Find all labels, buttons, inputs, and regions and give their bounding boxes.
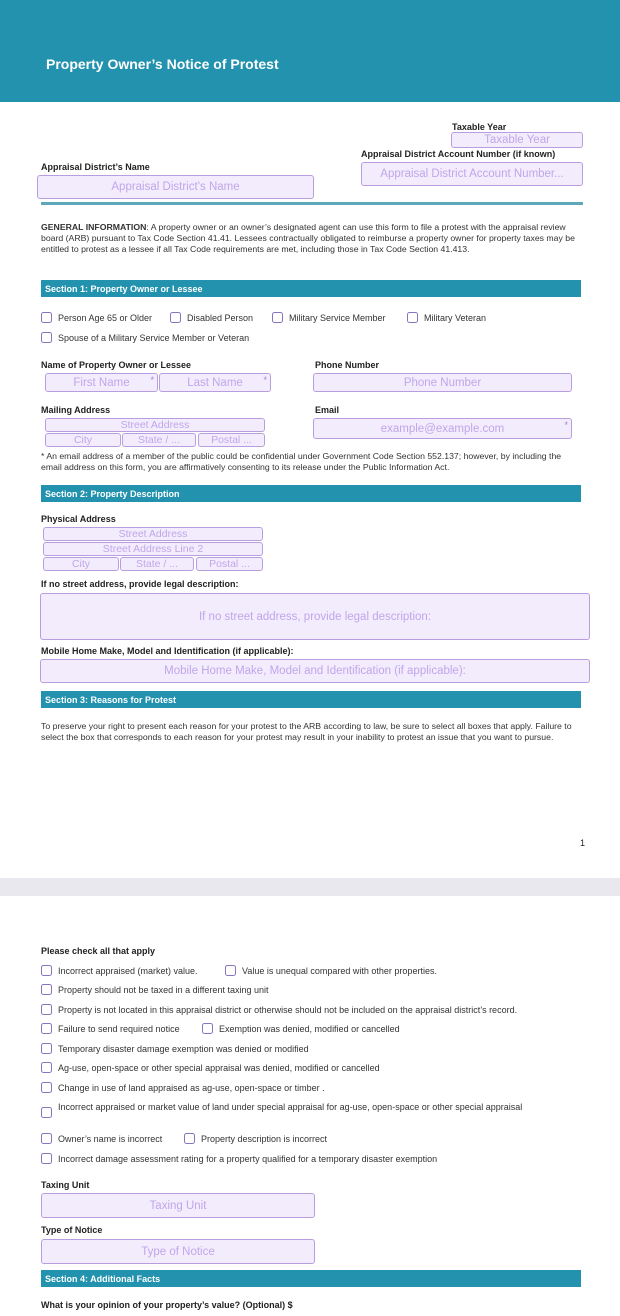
section-3-instructions: To preserve your right to present each reason for your protest to the ARB according to law, be sure to select all boxes that apply. Failure to select the box that corresponds to each reason for your protest may result in your inability to protest an issue that you want to pursue.	[41, 721, 572, 742]
required-asterisk: *	[150, 375, 154, 385]
checkbox-label: Ag-use, open-space or other special appraisal was denied, modified or cancelled	[58, 1062, 380, 1073]
notice-type-input[interactable]: Type of Notice	[41, 1239, 315, 1264]
first-name-placeholder: First Name	[73, 376, 130, 389]
mailing-state-input[interactable]: State / ...	[122, 433, 196, 447]
checkbox-icon[interactable]	[41, 984, 52, 995]
checkbox-icon[interactable]	[41, 312, 52, 323]
last-name-placeholder: Last Name	[187, 376, 243, 389]
checkbox-icon[interactable]	[184, 1133, 195, 1144]
checkbox-military-veteran[interactable]	[407, 312, 486, 323]
physical-address-label: Physical Address	[41, 514, 116, 524]
checkbox-label: Property should not be taxed in a different taxing unit	[58, 984, 269, 995]
checkbox-special-appraisal-value[interactable]	[41, 1102, 541, 1118]
physical-state-input[interactable]: State / ...	[120, 557, 194, 571]
checkbox-disaster-exemption[interactable]	[41, 1043, 309, 1054]
mobile-home-input[interactable]: Mobile Home Make, Model and Identification (if applicable):	[40, 659, 590, 683]
legal-description-input[interactable]: If no street address, provide legal description:	[40, 593, 590, 640]
form-header	[0, 0, 620, 102]
checkbox-icon[interactable]	[202, 1023, 213, 1034]
email-confidentiality-note: * An email address of a member of the public could be confidential under Government Code Section 552.137; however, by including the email address on this form, you are affirmatively consenting to its release under the Public Information Act.	[41, 451, 562, 472]
checkbox-label: Incorrect appraised or market value of land under special appraisal for ag-use, open-space or other special appraisal	[58, 1102, 523, 1112]
mailing-city-input[interactable]: City	[45, 433, 121, 447]
checkbox-label: Exemption was denied, modified or cancelled	[219, 1023, 400, 1034]
section-1-header: Section 1: Property Owner or Lessee	[41, 280, 581, 297]
checkbox-label: Person Age 65 or Older	[58, 312, 153, 323]
district-name-input[interactable]: Appraisal District’s Name	[37, 175, 314, 199]
checkbox-icon[interactable]	[41, 1043, 52, 1054]
legal-description-label: If no street address, provide legal description:	[41, 579, 239, 589]
notice-type-label: Type of Notice	[41, 1225, 103, 1235]
checkbox-label: Owner’s name is incorrect	[58, 1133, 163, 1144]
owner-name-label: Name of Property Owner or Lessee	[41, 360, 192, 370]
checkbox-icon[interactable]	[41, 1133, 52, 1144]
checkbox-disabled[interactable]	[170, 312, 253, 323]
email-input[interactable]	[313, 418, 572, 439]
divider	[41, 202, 583, 205]
checkbox-label: Change in use of land appraised as ag-use, open-space or timber .	[58, 1082, 325, 1093]
form-title: Property Owner’s Notice of Protest	[46, 56, 279, 72]
mobile-home-label: Mobile Home Make, Model and Identification (if applicable):	[41, 646, 294, 656]
checkbox-icon[interactable]	[41, 1153, 52, 1164]
checkbox-property-description[interactable]	[184, 1133, 327, 1144]
checkbox-label: Property is not located in this appraisal district or otherwise should not be included on the appraisal district’s record.	[58, 1004, 518, 1015]
checkbox-owner-name[interactable]	[41, 1133, 162, 1144]
last-name-input[interactable]	[159, 373, 271, 392]
checkbox-label: Value is unequal compared with other properties.	[242, 965, 437, 976]
taxing-unit-label: Taxing Unit	[41, 1180, 90, 1190]
physical-city-input[interactable]: City	[43, 557, 119, 571]
checkbox-label: Disabled Person	[187, 312, 254, 323]
checkbox-icon[interactable]	[41, 1023, 52, 1034]
checkbox-not-located[interactable]	[41, 1004, 517, 1015]
property-value-opinion-label: What is your opinion of your property’s value? (Optional) $	[41, 1300, 293, 1310]
checkbox-icon[interactable]	[41, 332, 52, 343]
section-4-header: Section 4: Additional Facts	[41, 1270, 581, 1287]
first-name-input[interactable]	[45, 373, 158, 392]
checkbox-label: Temporary disaster damage exemption was denied or modified	[58, 1043, 309, 1054]
phone-label: Phone Number	[315, 360, 380, 370]
physical-street-input[interactable]: Street Address	[43, 527, 263, 541]
checkbox-damage-rating[interactable]	[41, 1153, 437, 1164]
account-number-input[interactable]: Appraisal District Account Number...	[361, 162, 583, 186]
form-page-2	[0, 896, 620, 1316]
page-number: 1	[580, 838, 586, 848]
checkbox-icon[interactable]	[41, 1062, 52, 1073]
checkbox-label: Military Veteran	[424, 312, 487, 323]
mailing-street-input[interactable]: Street Address	[45, 418, 265, 432]
general-information-heading: GENERAL INFORMATION	[41, 222, 147, 232]
checkbox-incorrect-value[interactable]	[41, 965, 198, 976]
physical-street2-input[interactable]: Street Address Line 2	[43, 542, 263, 556]
checkbox-change-in-use[interactable]	[41, 1082, 325, 1093]
general-information	[41, 222, 581, 255]
checkbox-icon[interactable]	[41, 1082, 52, 1093]
checkbox-age-65[interactable]	[41, 312, 152, 323]
checkbox-military-member[interactable]	[272, 312, 386, 323]
checkbox-exemption-denied[interactable]	[202, 1023, 400, 1034]
mailing-address-label: Mailing Address	[41, 405, 111, 415]
required-asterisk: *	[564, 420, 568, 430]
checkbox-icon[interactable]	[41, 1107, 52, 1118]
email-placeholder: example@example.com	[380, 422, 505, 435]
taxable-year-label: Taxable Year	[452, 122, 507, 132]
checkbox-label: Incorrect damage assessment rating for a property qualified for a temporary disaster exemption	[58, 1153, 438, 1164]
taxable-year-input[interactable]: Taxable Year	[451, 132, 583, 148]
email-label: Email	[315, 405, 340, 415]
checkbox-icon[interactable]	[272, 312, 283, 323]
checkbox-label: Incorrect appraised (market) value.	[58, 965, 198, 976]
checkbox-icon[interactable]	[225, 965, 236, 976]
checkbox-notice-failure[interactable]	[41, 1023, 180, 1034]
district-name-label: Appraisal District’s Name	[41, 162, 150, 172]
checkbox-label: Failure to send required notice	[58, 1023, 180, 1034]
general-information-text: : A property owner or an owner’s designated agent can use this form to file a protest with the appraisal review board (ARB) pursuant to Tax Code Section 41.41. Lessees contractually obligated to reimburse a property owner for property taxes may be entitled to protest as a lessee if all Tax Code requirements are met, including those in Tax Code Section 41.413.	[41, 222, 575, 254]
checkbox-label: Military Service Member	[289, 312, 386, 323]
checkbox-icon[interactable]	[170, 312, 181, 323]
mailing-postal-input[interactable]: Postal ...	[198, 433, 265, 447]
account-number-label: Appraisal District Account Number (if known)	[361, 149, 556, 159]
checkbox-unequal-value[interactable]	[225, 965, 437, 976]
section-3-header: Section 3: Reasons for Protest	[41, 691, 581, 708]
physical-postal-input[interactable]: Postal ...	[196, 557, 263, 571]
checkbox-spouse[interactable]	[41, 332, 249, 343]
checkbox-label: Property description is incorrect	[201, 1133, 328, 1144]
required-asterisk: *	[263, 375, 267, 385]
checkbox-ag-use-denied[interactable]	[41, 1062, 380, 1073]
check-all-label: Please check all that apply	[41, 946, 156, 956]
checkbox-taxing-unit[interactable]	[41, 984, 268, 995]
phone-input[interactable]: Phone Number	[313, 373, 572, 392]
checkbox-label: Spouse of a Military Service Member or Veteran	[58, 332, 250, 343]
section-2-header: Section 2: Property Description	[41, 485, 581, 502]
checkbox-icon[interactable]	[41, 1004, 52, 1015]
checkbox-icon[interactable]	[407, 312, 418, 323]
taxing-unit-input[interactable]: Taxing Unit	[41, 1193, 315, 1218]
checkbox-icon[interactable]	[41, 965, 52, 976]
